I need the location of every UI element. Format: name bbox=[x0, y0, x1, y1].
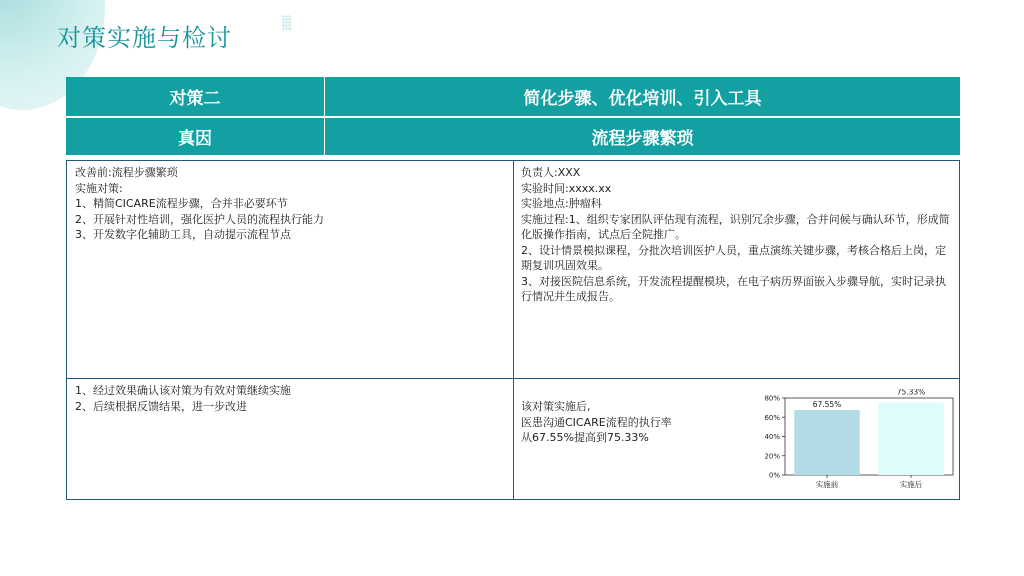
header-label-root-cause: 真因 bbox=[66, 118, 325, 155]
bar-data-label: 67.55% bbox=[812, 399, 842, 409]
text-line: 实验地点:肿瘤科 bbox=[521, 197, 602, 210]
y-tick-label: 20% bbox=[764, 452, 780, 461]
text-line: 实施对策: bbox=[75, 181, 123, 195]
grid-vertical-divider bbox=[513, 161, 514, 499]
header-value-root-cause: 流程步骤繁琐 bbox=[591, 129, 694, 149]
text-line: 负责人:XXX bbox=[521, 166, 581, 179]
text-line: 从67.55%提高到75.33% bbox=[521, 431, 649, 444]
y-tick-label: 60% bbox=[764, 413, 780, 422]
text-line: 实施过程:1、组织专家团队评估现有流程，识别冗余步骤，合并问候与确认环节，形成简化版操作指南，试点后全院推广。 bbox=[521, 212, 950, 241]
cell-conclusion bbox=[75, 383, 505, 414]
bar-data-label: 75.33% bbox=[896, 389, 926, 397]
header-value-countermeasure: 简化步骤、优化培训、引入工具 bbox=[523, 89, 762, 109]
x-tick-label: 实施后 bbox=[899, 480, 923, 489]
text-line: 该对策实施后, bbox=[521, 400, 591, 413]
text-line: 1、精简CICARE流程步骤，合并非必要环节 bbox=[75, 197, 288, 210]
header-row-root-cause bbox=[66, 118, 960, 155]
page-title: 对策实施与检讨 bbox=[57, 24, 232, 52]
content-grid bbox=[66, 160, 960, 500]
header-label-countermeasure: 对策二 bbox=[66, 77, 325, 116]
decorative-dots bbox=[282, 15, 292, 31]
execution-rate-bar-chart bbox=[757, 389, 957, 497]
text-line: 3、对接医院信息系统，开发流程提醒模块，在电子病历界面嵌入步骤导航，实时记录执行情况并生成报告。 bbox=[521, 274, 946, 303]
text-line: 3、开发数字化辅助工具，自动提示流程节点 bbox=[75, 228, 291, 241]
grid-horizontal-divider bbox=[67, 378, 959, 379]
y-tick-label: 80% bbox=[764, 394, 780, 403]
chart-bar bbox=[794, 410, 860, 475]
x-tick-label: 实施前 bbox=[815, 480, 839, 489]
chart-bar bbox=[878, 402, 944, 475]
text-line: 2、后续根据反馈结果，进一步改进 bbox=[75, 399, 247, 413]
text-line: 2、开展针对性培训，强化医护人员的流程执行能力 bbox=[75, 212, 324, 226]
cell-result-summary bbox=[521, 399, 751, 446]
text-line: 2、设计情景模拟课程，分批次培训医护人员，重点演练关键步骤，考核合格后上岗，定期复训巩固效果。 bbox=[521, 243, 946, 272]
cell-improvement-plan bbox=[75, 165, 505, 243]
text-line: 实验时间:xxxx.xx bbox=[521, 181, 612, 195]
text-line: 1、经过效果确认该对策为有效对策继续实施 bbox=[75, 384, 291, 397]
header-row-countermeasure bbox=[66, 77, 960, 116]
cell-implementation-details bbox=[521, 165, 953, 305]
text-line: 医患沟通CICARE流程的执行率 bbox=[521, 415, 672, 429]
text-line: 改善前:流程步骤繁琐 bbox=[75, 166, 178, 179]
y-tick-label: 0% bbox=[768, 471, 780, 480]
y-tick-label: 40% bbox=[764, 433, 780, 441]
